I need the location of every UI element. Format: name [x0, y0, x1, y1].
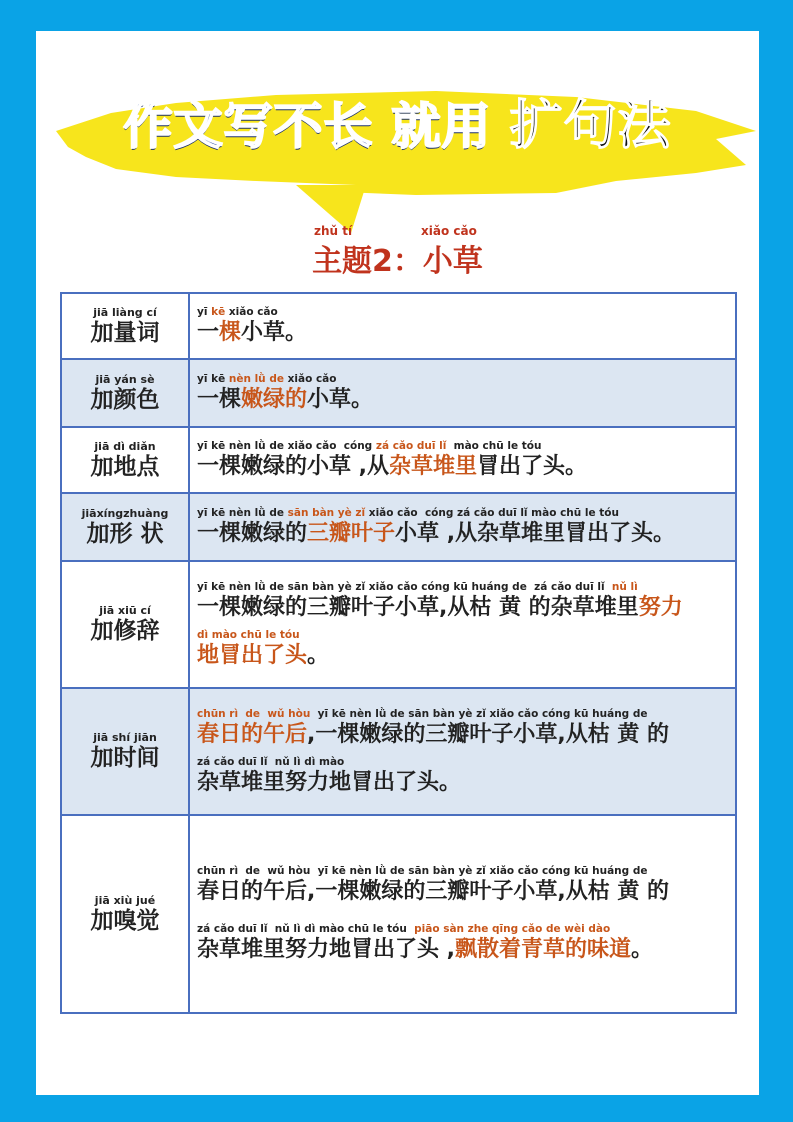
method-label: 加量词 [90, 319, 160, 346]
method-label-pinyin: jiā shí jiān [93, 731, 157, 744]
method-label: 加时间 [90, 745, 160, 771]
method-label-pinyin: jiāxíngzhuàng [81, 506, 169, 520]
sentence-line: 地冒出了头。 [197, 642, 330, 668]
table-row [61, 359, 736, 427]
sentence-cell [189, 293, 736, 359]
expansion-table [60, 292, 737, 1014]
subtitle-pinyin-1: zhǔ tí [314, 224, 353, 238]
sentence-line: 春日的午后,一棵嫩绿的三瓣叶子小草,从枯 黄 的 [197, 879, 670, 904]
table-row [61, 815, 736, 1013]
sentence-line: 杂草堆里努力地冒出了头 ,飘散着青草的味道。 [197, 937, 654, 962]
table-row [61, 561, 736, 688]
pinyin-line: dì mào chū le tóu [197, 628, 300, 641]
table-row [61, 493, 736, 561]
poster-page [36, 31, 759, 1095]
sentence-cell [189, 561, 736, 688]
pinyin-line: chūn rì de wǔ hòu yī kē nèn lǜ de sān bàn yè zǐ xiǎo cǎo cóng kū huáng de [197, 865, 648, 877]
method-label: 加颜色 [90, 386, 160, 413]
pinyin-line: yī kē nèn lǜ de sān bàn yè zǐ xiǎo cǎo cóng kū huáng de zá cǎo duī lǐ nǔ lì [197, 580, 638, 593]
sentence-line: 一棵嫩绿的小草 ,从杂草堆里冒出了头。 [197, 454, 588, 479]
title [36, 83, 759, 159]
subtitle: 主题2：小草 [312, 244, 483, 279]
method-label-pinyin: jiā dì diǎn [94, 439, 156, 453]
method-label-pinyin: jiā xiù jué [94, 893, 156, 907]
table-row [61, 688, 736, 815]
method-label-pinyin: jiā liàng cí [93, 305, 157, 319]
method-label-cell [61, 561, 189, 688]
sentence-cell [189, 493, 736, 561]
sentence-cell [189, 815, 736, 1013]
pinyin-line: yī kē nèn lǜ de xiǎo cǎo [197, 373, 337, 385]
pinyin-line: yī kē xiǎo cǎo [197, 306, 278, 318]
sentence-cell [189, 688, 736, 815]
table-row [61, 427, 736, 493]
method-label: 加嗅觉 [90, 907, 160, 934]
method-label: 加地点 [90, 453, 160, 480]
sentence-line: 一棵嫩绿的三瓣叶子小草,从枯 黄 的杂草堆里努力 [197, 594, 683, 620]
pinyin-line: yī kē nèn lǜ de sān bàn yè zǐ xiǎo cǎo cóng zá cǎo duī lǐ mào chū le tóu [197, 507, 619, 519]
sentence-line: 一棵嫩绿的三瓣叶子小草 ,从杂草堆里冒出了头。 [197, 521, 676, 546]
method-label-cell [61, 427, 189, 493]
method-label-pinyin: jiā yán sè [95, 372, 155, 386]
sentence-cell [189, 359, 736, 427]
method-label: 加修辞 [90, 618, 160, 644]
method-label-cell [61, 493, 189, 561]
method-label-pinyin: jiā xiū cí [99, 604, 151, 617]
method-label-cell [61, 359, 189, 427]
sentence-line: 一棵小草。 [197, 320, 308, 345]
pinyin-line: yī kē nèn lǜ de xiǎo cǎo cóng zá cǎo duī lǐ mào chū le tóu [197, 440, 542, 452]
method-label: 加形 状 [86, 520, 164, 547]
method-label-cell [61, 815, 189, 1013]
table-row [61, 293, 736, 359]
sentence-cell [189, 427, 736, 493]
method-label-cell [61, 688, 189, 815]
pinyin-line: zá cǎo duī lǐ nǔ lì dì mào [197, 755, 345, 768]
method-label-cell [61, 293, 189, 359]
sentence-line: 春日的午后,一棵嫩绿的三瓣叶子小草,从枯 黄 的 [197, 721, 670, 747]
title-part1: 作文写不长 就用 [123, 98, 492, 155]
pinyin-line: zá cǎo duī lǐ nǔ lì dì mào chū le tóu piāo sàn zhe qīng cǎo de wèi dào [197, 923, 611, 935]
sentence-line: 一棵嫩绿的小草。 [197, 387, 374, 412]
sentence-line: 杂草堆里努力地冒出了头。 [197, 769, 462, 795]
subtitle-pinyin-2: xiǎo cǎo [421, 224, 477, 238]
pinyin-line: chūn rì de wǔ hòu yī kē nèn lǜ de sān bàn yè zǐ xiǎo cǎo cóng kū huáng de [197, 707, 648, 720]
title-part2: 扩句法 [509, 95, 672, 156]
